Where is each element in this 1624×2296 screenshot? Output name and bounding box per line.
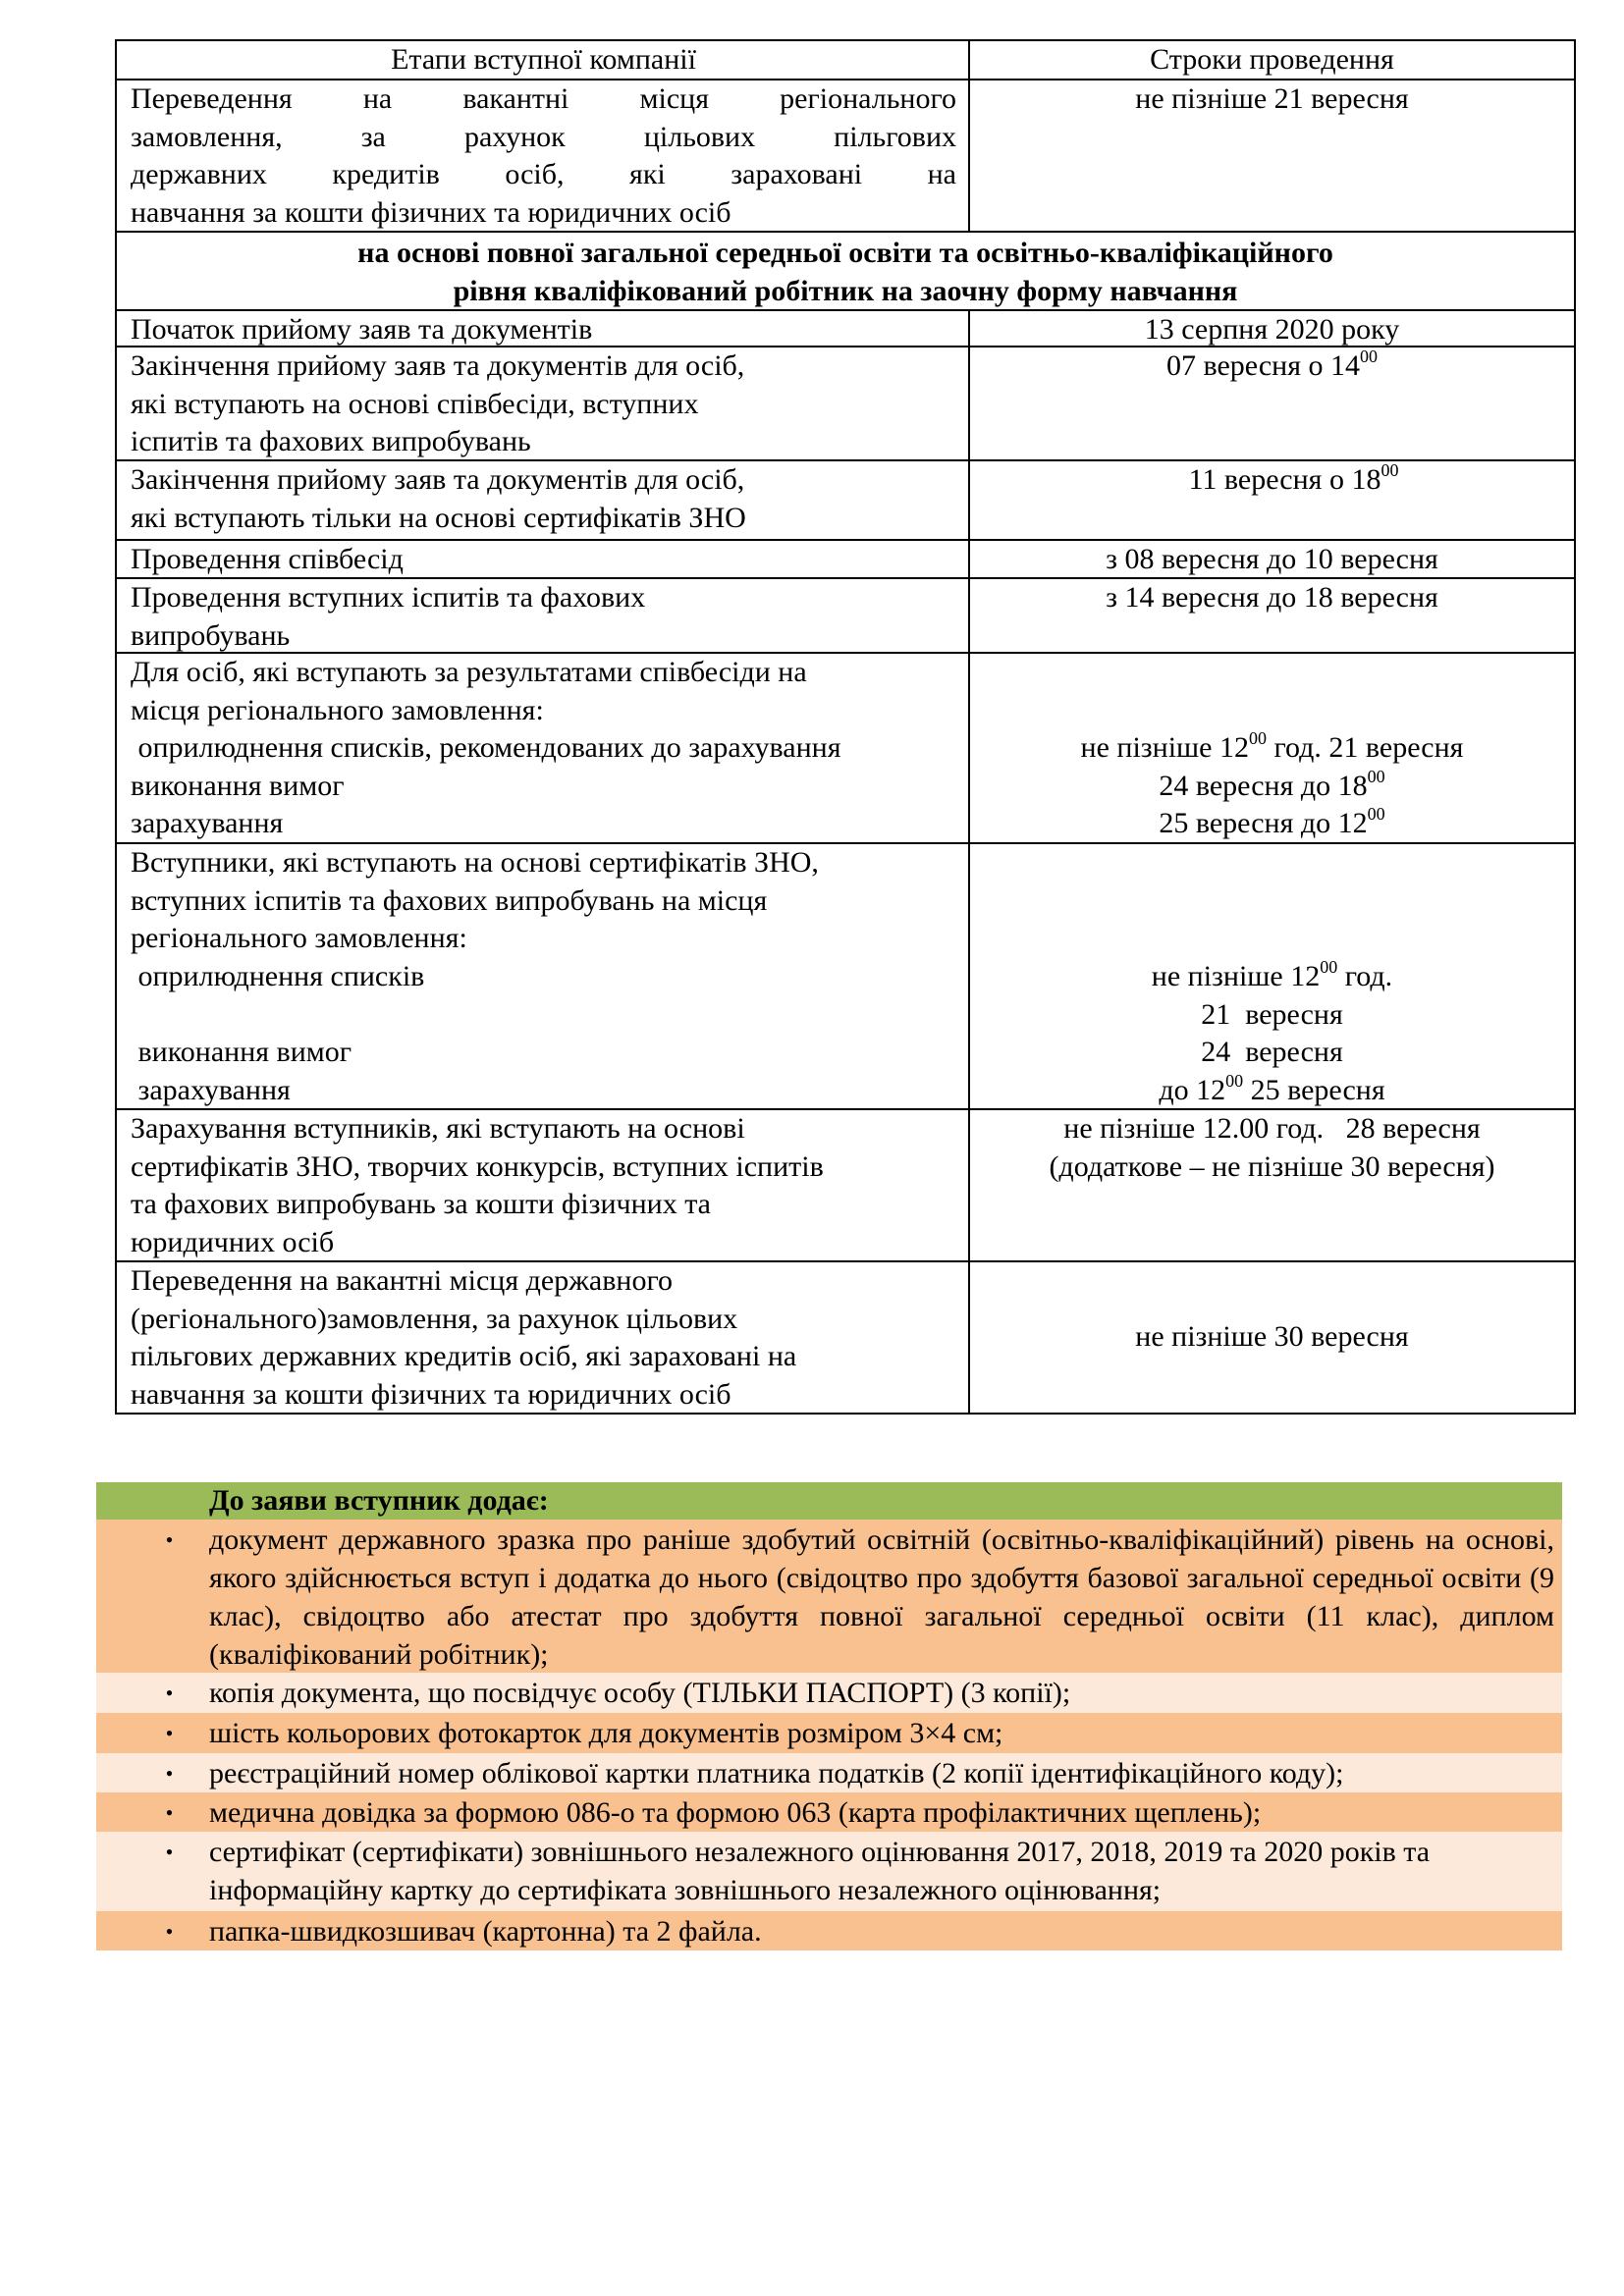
stage-cell: Проведення співбесід bbox=[117, 541, 970, 577]
stage-line: юридичних осіб bbox=[131, 1225, 335, 1258]
stage-cell bbox=[117, 347, 970, 459]
list-item bbox=[96, 1832, 1562, 1911]
list-item bbox=[96, 1673, 1562, 1713]
stage-cell bbox=[117, 1262, 970, 1413]
date-cell bbox=[970, 1110, 1574, 1260]
table-row bbox=[117, 311, 1574, 347]
stage-line: Переведення на вакантні місця регіонального bbox=[131, 82, 956, 115]
table-row bbox=[117, 461, 1574, 541]
admission-schedule-table bbox=[115, 39, 1576, 1415]
bullet-icon: • bbox=[165, 1840, 174, 1864]
date-text: 11 вересня о 18 bbox=[1188, 463, 1381, 496]
date-minutes: 00 bbox=[1248, 728, 1267, 748]
table-row bbox=[117, 347, 1574, 461]
date-text: 21 вересня bbox=[1201, 997, 1343, 1031]
list-item-text: шість кольорових фотокарток для документів розміром 3×4 см; bbox=[209, 1717, 1003, 1749]
stage-line: Для осіб, які вступають за результатами співбесіди на bbox=[131, 656, 807, 688]
table-row bbox=[117, 844, 1574, 1110]
list-item-text: сертифікат (сертифікати) зовнішнього незалежного оцінювання 2017, 2018, 2019 та 2020 років та інформаційну картку до сертифіката зовнішнього незалежного оцінювання; bbox=[209, 1836, 1431, 1906]
stage-line: які вступають на основі співбесіди, вступних bbox=[131, 387, 699, 420]
date-cell: 13 серпня 2020 року bbox=[1144, 313, 1400, 346]
stage-line: державних кредитів осіб, які зараховані на bbox=[131, 158, 956, 191]
stage-cell bbox=[117, 844, 970, 1108]
stage-line: Вступники, які вступають на основі сертифікатів ЗНО, bbox=[131, 846, 819, 879]
date-text: 24 вересня до 18 bbox=[1159, 769, 1368, 802]
table-row bbox=[117, 1110, 1574, 1262]
stage-line: Зарахування вступників, які вступають на основі bbox=[131, 1112, 745, 1145]
date-text: год. 21 вересня bbox=[1266, 731, 1464, 764]
list-item bbox=[96, 1520, 1562, 1673]
date-cell bbox=[970, 654, 1574, 842]
stage-line: зарахування bbox=[131, 1073, 291, 1106]
date-cell: не пізніше 21 вересня bbox=[1135, 82, 1409, 115]
table-row bbox=[117, 654, 1574, 844]
required-documents-list bbox=[96, 1482, 1562, 1950]
date-line: не пізніше 12.00 год. 28 вересня bbox=[1063, 1112, 1481, 1145]
section-title bbox=[117, 233, 1574, 309]
section-row bbox=[117, 233, 1574, 311]
date-line bbox=[976, 805, 1568, 843]
table-row bbox=[117, 541, 1574, 579]
bullet-icon: • bbox=[165, 1681, 174, 1705]
stage-line: сертифікатів ЗНО, творчих конкурсів, вступних іспитів bbox=[131, 1149, 824, 1183]
bullet-icon: • bbox=[165, 1919, 174, 1944]
date-minutes: 00 bbox=[1225, 1070, 1244, 1091]
date-cell: з 08 вересня до 10 вересня bbox=[1106, 543, 1438, 575]
table-row bbox=[117, 1262, 1574, 1415]
stage-line: випробувань bbox=[131, 618, 291, 652]
stage-line: виконання вимог bbox=[131, 769, 345, 802]
bullet-icon: • bbox=[165, 1721, 174, 1745]
bullet-icon: • bbox=[165, 1527, 174, 1552]
date-line bbox=[976, 1034, 1568, 1072]
stage-line: оприлюднення списків, рекомендованих до зарахування bbox=[131, 731, 841, 765]
date-text: не пізніше 12 bbox=[1080, 731, 1249, 764]
date-cell: з 14 вересня до 18 вересня bbox=[1106, 581, 1438, 614]
date-text: 24 вересня bbox=[1201, 1036, 1343, 1069]
stage-line: Закінчення прийому заяв та документів для осіб, bbox=[131, 349, 745, 382]
date-minutes: 00 bbox=[1367, 766, 1385, 786]
stage-cell: Початок прийому заяв та документів bbox=[117, 311, 970, 346]
list-item-text: документ державного зразка про раніше здобутий освітній (освітньо-кваліфікаційний) рівень на основі, якого здійснюється вступ і додатка до нього (свідоцтво про здобуття базової загальної середньої освіти (9 клас), свідоцтво або атестат про здобуття повної загальної середньої освіти (11 клас), диплом (кваліфікований робітник); bbox=[209, 1523, 1554, 1671]
stage-line: пільгових державних кредитів осіб, які зараховані на bbox=[131, 1340, 797, 1373]
date-line bbox=[976, 729, 1568, 768]
stage-cell bbox=[117, 461, 970, 539]
stage-line: Закінчення прийому заяв та документів для осіб, bbox=[131, 463, 745, 496]
table-header-row bbox=[117, 41, 1574, 80]
date-text: год. bbox=[1337, 960, 1393, 992]
date-cell bbox=[970, 461, 1574, 539]
table-row bbox=[117, 80, 1574, 233]
list-item bbox=[96, 1753, 1562, 1792]
date-line bbox=[976, 996, 1568, 1035]
table-row bbox=[117, 579, 1574, 654]
date-text: не пізніше 30 вересня bbox=[1135, 1320, 1409, 1354]
date-minutes: 00 bbox=[1320, 957, 1338, 977]
date-cell bbox=[970, 347, 1574, 459]
stage-line: зарахування bbox=[131, 807, 284, 840]
date-line bbox=[976, 768, 1568, 806]
stage-line: вступних іспитів та фахових випробувань на місця bbox=[131, 883, 768, 917]
section-title-line: на основі повної загальної середньої освіти та освітньо-кваліфікаційного bbox=[357, 237, 1333, 269]
header-stages: Етапи вступної компанії bbox=[117, 41, 970, 79]
stage-line: навчання за кошти фізичних та юридичних осіб bbox=[131, 1377, 731, 1411]
list-item-text: медична довідка за формою 086-о та формою 063 (карта профілактичних щеплень); bbox=[209, 1796, 1262, 1829]
stage-cell bbox=[117, 654, 970, 842]
list-item-text: папка-швидкозшивач (картонна) та 2 файла. bbox=[209, 1915, 762, 1948]
bullet-icon: • bbox=[165, 1800, 174, 1825]
stage-line: які вступають тільки на основі сертифікатів ЗНО bbox=[131, 501, 746, 534]
header-dates: Строки проведення bbox=[1150, 43, 1394, 76]
stage-line: (регіонального)замовлення, за рахунок цільових bbox=[131, 1302, 738, 1335]
stage-cell bbox=[117, 579, 970, 652]
date-text: не пізніше 12 bbox=[1151, 960, 1321, 992]
list-item bbox=[96, 1792, 1562, 1832]
stage-line: іспитів та фахових випробувань bbox=[131, 425, 531, 458]
date-minutes: 00 bbox=[1380, 460, 1399, 480]
section-title-line: рівня кваліфікований робітник на заочну форму навчання bbox=[453, 274, 1238, 307]
date-text: 07 вересня о 14 bbox=[1165, 349, 1361, 382]
date-cell bbox=[970, 844, 1574, 1108]
stage-line: та фахових випробувань за кошти фізичних та bbox=[131, 1188, 711, 1221]
stage-line: виконання вимог bbox=[131, 1035, 352, 1068]
documents-list-title: До заяви вступник додає: bbox=[96, 1482, 1562, 1520]
date-line bbox=[976, 958, 1568, 996]
list-item bbox=[96, 1911, 1562, 1950]
stage-cell bbox=[117, 1110, 970, 1260]
stage-cell bbox=[117, 80, 970, 231]
stage-line: Переведення на вакантні місця державного bbox=[131, 1264, 674, 1297]
list-item-text: реєстраційний номер облікової картки платника податків (2 копії ідентифікаційного коду); bbox=[209, 1757, 1344, 1789]
date-text: 25 вересня bbox=[1243, 1073, 1385, 1106]
date-cell bbox=[970, 1262, 1574, 1413]
stage-line: регіонального замовлення: bbox=[131, 922, 467, 955]
list-item bbox=[96, 1713, 1562, 1753]
stage-line: замовлення, за рахунок цільових пільгових bbox=[131, 120, 956, 153]
date-minutes: 00 bbox=[1360, 347, 1379, 366]
stage-line bbox=[131, 995, 956, 1034]
list-item-text: копія документа, що посвідчує особу (ТІЛЬКИ ПАСПОРТ) (3 копії); bbox=[209, 1677, 1071, 1709]
stage-line: місця регіонального замовлення: bbox=[131, 693, 544, 726]
bullet-icon: • bbox=[165, 1761, 174, 1786]
date-line: (додаткове – не пізніше 30 вересня) bbox=[1049, 1149, 1495, 1183]
date-text: до 12 bbox=[1159, 1073, 1226, 1106]
stage-line: оприлюднення списків bbox=[131, 959, 425, 992]
date-line bbox=[976, 1072, 1568, 1110]
stage-line: Проведення вступних іспитів та фахових bbox=[131, 581, 646, 614]
stage-line: навчання за кошти фізичних та юридичних осіб bbox=[131, 195, 731, 229]
date-text: 25 вересня до 12 bbox=[1159, 807, 1368, 840]
date-minutes: 00 bbox=[1367, 804, 1385, 825]
